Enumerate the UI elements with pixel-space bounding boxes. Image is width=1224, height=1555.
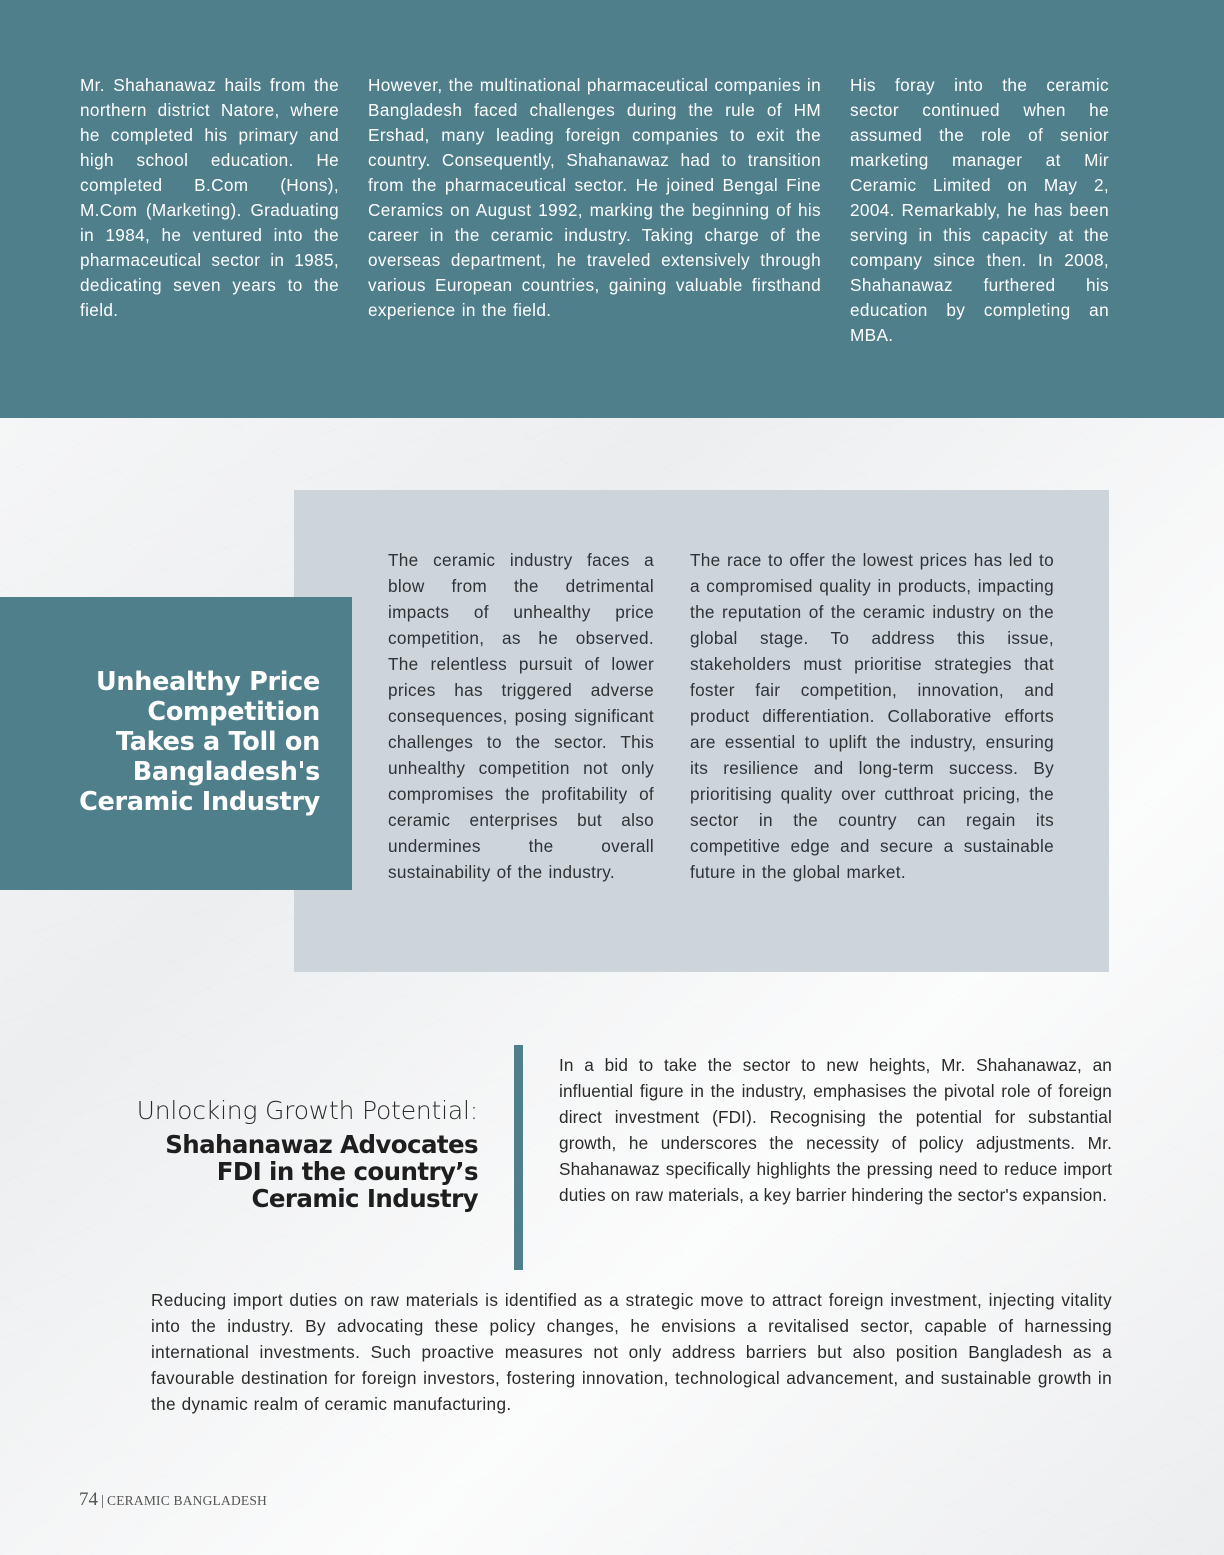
magazine-name: CERAMIC BANGLADESH	[107, 1493, 267, 1508]
section2-heading-line: FDI in the country’s	[216, 1157, 478, 1186]
page-number: 74	[79, 1489, 98, 1510]
section2-divider-bar	[514, 1045, 523, 1270]
page-footer	[79, 1489, 267, 1511]
intro-column-3: His foray into the ceramic sector continued when he assumed the role of senior marketing manager at Mir Ceramic Limited on May 2, 2004. Remarkably, he has been serving in this capacity at the company since then. In 2008, Shahanawaz furthered his education by completing an MBA.	[850, 75, 1109, 345]
section1-heading-line: Ceramic Industry	[79, 787, 320, 817]
section2-heading-line: Shahanawaz Advocates	[165, 1130, 478, 1159]
section2-kicker: Unlocking Growth Potential:	[136, 1096, 478, 1125]
section1-heading	[20, 667, 320, 817]
section1-heading-line: Competition	[147, 697, 320, 727]
footer-separator: |	[101, 1493, 105, 1509]
section1-heading-line: Takes a Toll on	[115, 727, 320, 757]
section2-heading	[60, 1131, 478, 1212]
intro-column-2: However, the multinational pharmaceutical companies in Bangladesh faced challenges during the rule of HM Ershad, many leading foreign companies to exit the country. Consequently, Shahanawaz had to transition from the pharmaceutical sector. He joined Bengal Fine Ceramics on August 1992, marking the beginning of his career in the ceramic industry. Taking charge of the overseas department, he traveled extensively through various European countries, gaining valuable firsthand experience in the field.	[368, 75, 821, 320]
section1-column-2: The race to offer the lowest prices has led to a compromised quality in products, impacting the reputation of the ceramic industry on the global stage. To address this issue, stakeholders must prioritise strategies that foster fair competition, innovation, and product differentiation. Collaborative efforts are essential to uplift the industry, ensuring its resilience and long-term success. By prioritising quality over cutthroat pricing, the sector in the country can regain its competitive edge and secure a sustainable future in the global market.	[690, 550, 1054, 882]
section1-heading-line: Unhealthy Price	[95, 667, 320, 697]
section1-heading-line: Bangladesh's	[132, 757, 320, 787]
intro-column-1: Mr. Shahanawaz hails from the northern district Natore, where he completed his primary and high school education. He completed B.Com (Hons), M.Com (Marketing). Graduating in 1984, he ventured into the pharmaceutical sector in 1985, dedicating seven years to the field.	[80, 75, 339, 320]
section2-body-paragraph: Reducing import duties on raw materials is identified as a strategic move to attract foreign investment, injecting vitality into the industry. By advocating these policy changes, he envisions a revitalised sector, capable of harnessing international investments. Such proactive measures not only address barriers but also position Bangladesh as a favourable destination for foreign investors, fostering innovation, technological advancement, and sustainable growth in the dynamic realm of ceramic manufacturing.	[151, 1290, 1112, 1414]
section2-heading-line: Ceramic Industry	[251, 1184, 478, 1213]
section1-column-1: The ceramic industry faces a blow from the detrimental impacts of unhealthy price competition, as he observed. The relentless pursuit of lower prices has triggered adverse consequences, posing significant challenges to the sector. This unhealthy competition not only compromises the profitability of ceramic enterprises but also undermines the overall sustainability of the industry.	[388, 550, 654, 882]
section2-intro-paragraph: In a bid to take the sector to new heights, Mr. Shahanawaz, an influential figure in the industry, emphasises the pivotal role of foreign direct investment (FDI). Recognising the potential for substantial growth, he underscores the necessity of policy adjustments. Mr. Shahanawaz specifically highlights the pressing need to reduce import duties on raw materials, a key barrier hindering the sector's expansion.	[559, 1055, 1112, 1205]
section1-heading-panel	[0, 597, 352, 890]
